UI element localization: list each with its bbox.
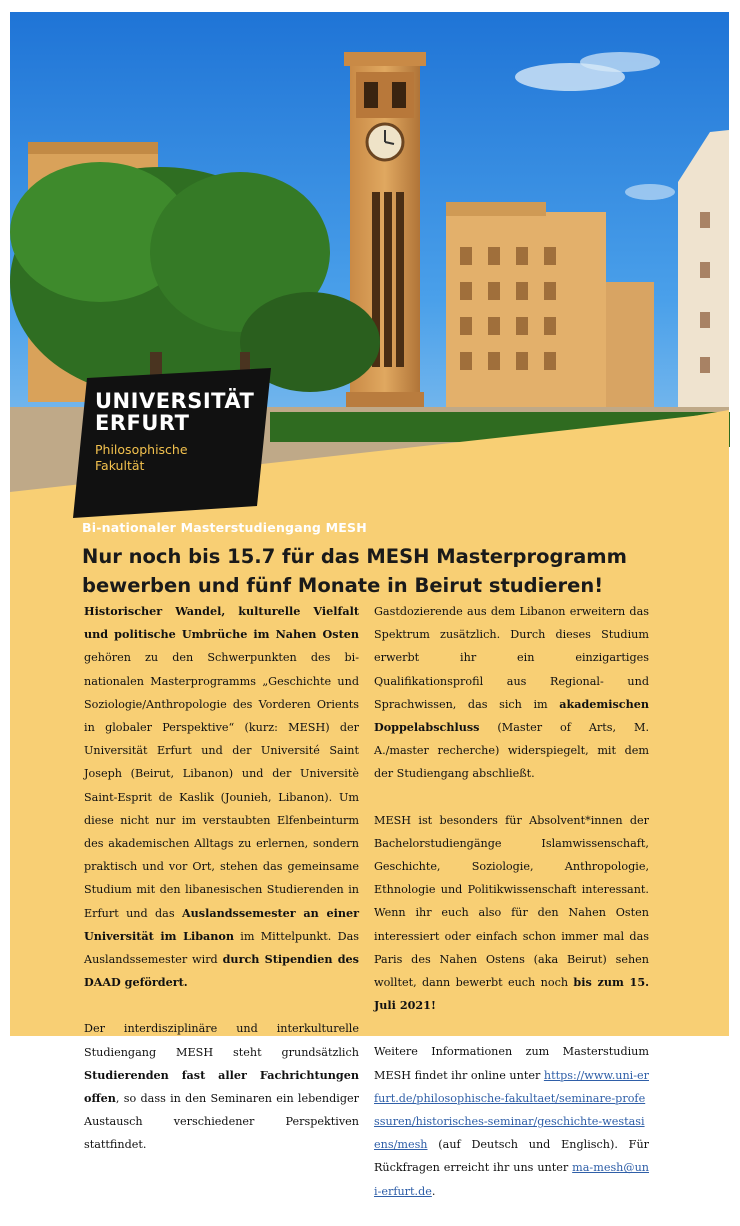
right-column: [374, 600, 649, 1226]
body-text: (Master of Arts, M. A./master recherche) widerspiegelt, mit dem der Studiengang abschließt.: [374, 721, 649, 781]
body-text: (auf Deutsch und Englisch). Für Rückfragen erreicht ihr uns unter: [374, 1138, 649, 1175]
bold-text: durch Stipendien des DAAD gefördert.: [84, 952, 359, 990]
right-paragraph-2: [374, 809, 649, 1018]
body-text: Gastdozierende aus dem Libanon erweitern das Spektrum zusätzlich. Durch dieses Studium erwerbt ihr ein einzigartiges Qualifikationsprofil aus Regional- und Sprachwissen, das sich im: [374, 605, 649, 711]
flyer-page: [10, 12, 729, 1198]
body-text: MESH ist besonders für Absolvent*innen der Bachelorstudiengänge Islamwissenschaft, Geschichte, Soziologie, Anthropologie, Ethnologie und Politikwissenschaft interessant. Wenn ihr euch also für den Nahen Osten interessiert oder einfach schon immer mal das Paris des Nahen Ostens (aka Beirut) sehen wolltet, dann bewerbt euch noch: [374, 813, 649, 990]
left-paragraph-1: [84, 600, 359, 994]
right-paragraph-1: [374, 600, 649, 786]
left-paragraph-2: [84, 1017, 359, 1156]
bold-text: Studierenden fast aller Fachrichtungen offen: [84, 1067, 359, 1106]
bold-text: bis zum 15. Juli 2021!: [374, 975, 649, 1013]
bold-text: Auslandssemester an einer Universität im Libanon: [84, 905, 359, 943]
program-kicker: Bi-nationaler Masterstudiengang MESH: [82, 520, 367, 535]
body-text: Weitere Informationen zum Masterstudium MESH findet ihr online unter: [374, 1045, 649, 1082]
mesh-info-link[interactable]: https://www.uni-erfurt.de/philosophische-fakultaet/seminare-professuren/historisches-seminar/geschichte-westasiens/mesh: [374, 1068, 649, 1152]
logo-line-erfurt: ERFURT: [95, 411, 190, 435]
body-text: , so dass in den Seminaren ein lebendiger Austausch verschiedener Perspektiven stattfindet.: [84, 1092, 359, 1152]
body-text: gehören zu den Schwerpunkten des bi-nationalen Masterprogramms „Geschichte und Soziologie/Anthropologie des Vorderen Orients in globaler Perspektive“ (kurz: MESH) der Universität Erfurt und der Université Saint Joseph (Beirut, Libanon) und der Universitè Saint-Esprit de Kaslik (Jounieh, Libanon). Um diese nicht nur im verstaubten Elfenbeinturm des akademischen Alltags zu erlernen, sondern praktisch und vor Ort, stehen das gemeinsame Studium mit den libanesischen Studierenden in Erfurt und das: [84, 651, 359, 920]
logo-line-faculty-2: Fakultät: [95, 458, 145, 473]
bold-text: akademischen Doppelabschluss: [374, 696, 649, 735]
left-column: [84, 600, 359, 1180]
body-text: .: [431, 1184, 436, 1198]
right-paragraph-3: [374, 1040, 649, 1202]
logo-line-faculty-1: Philosophische: [95, 442, 188, 457]
headline: Nur noch bis 15.7 für das MESH Masterprogramm bewerben und fünf Monate in Beirut studieren!: [82, 545, 627, 597]
logo-line-universitaet: UNIVERSITÄT: [95, 389, 255, 413]
beirut-clock-tower-photo: [10, 12, 729, 492]
body-text: im Mittelpunkt. Das Auslandssemester wird: [84, 929, 359, 967]
contact-email-link[interactable]: ma-mesh@uni-erfurt.de: [374, 1161, 649, 1198]
body-text: Der interdisziplinäre und interkulturelle Studiengang MESH steht grundsätzlich: [84, 1022, 359, 1059]
university-logo: [73, 368, 283, 518]
bold-text: Historischer Wandel, kulturelle Vielfalt und politische Umbrüche im Nahen Osten: [84, 604, 359, 642]
